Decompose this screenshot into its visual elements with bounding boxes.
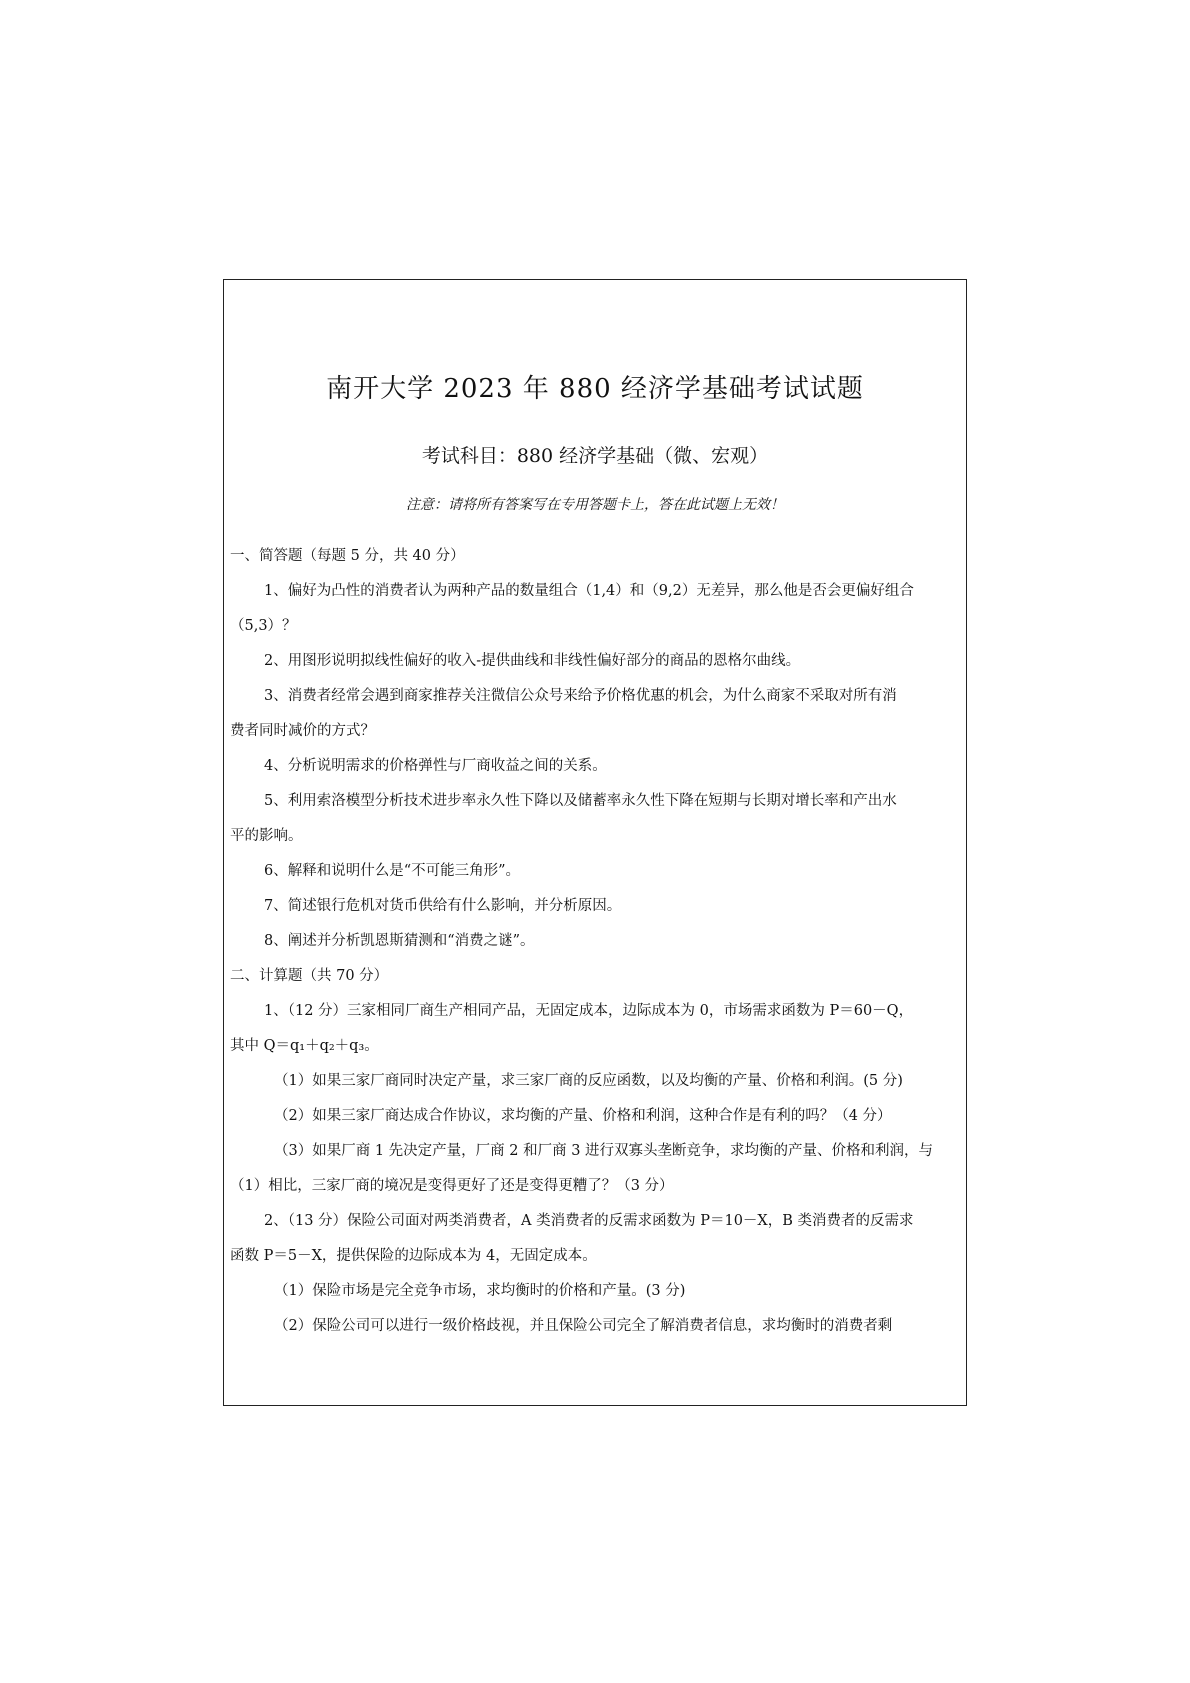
- question-continuation: 其中 Q＝q₁＋q₂＋q₃。: [230, 1038, 379, 1054]
- question-line: 7、简述银行危机对货币供给有什么影响，并分析原因。: [264, 898, 622, 914]
- question-line: 2、用图形说明拟线性偏好的收入-提供曲线和非线性偏好部分的商品的恩格尔曲线。: [264, 653, 801, 669]
- question-line: 5、利用索洛模型分析技术进步率永久性下降以及储蓄率永久性下降在短期与长期对增长率和产出水: [264, 793, 897, 809]
- exam-title: 南开大学 2023 年 880 经济学基础考试试题: [326, 374, 864, 404]
- exam-notice: 注意：请将所有答案写在专用答题卡上，答在此试题上无效！: [406, 497, 784, 513]
- exam-body: [230, 539, 960, 1344]
- section-heading: 二、计算题（共 70 分）: [230, 968, 389, 984]
- question-continuation: 函数 P＝5－X，提供保险的边际成本为 4，无固定成本。: [230, 1248, 597, 1264]
- question-line: 2、（13 分）保险公司面对两类消费者，A 类消费者的反需求函数为 P＝10－X，B 类消费者的反需求: [264, 1213, 914, 1229]
- exam-subject: 考试科目：880 经济学基础（微、宏观）: [421, 445, 769, 467]
- question-line: 1、（12 分）三家相同厂商生产相同产品，无固定成本，边际成本为 0，市场需求函数为 P＝60－Q，: [264, 1003, 914, 1019]
- question-line: （3）如果厂商 1 先决定产量，厂商 2 和厂商 3 进行双寡头垄断竞争，求均衡的产量、价格和利润，与: [274, 1143, 934, 1159]
- section-heading: 一、简答题（每题 5 分，共 40 分）: [230, 548, 465, 564]
- question-continuation: 费者同时减价的方式？: [230, 723, 375, 739]
- question-line: 8、阐述并分析凯恩斯猜测和“消费之谜”。: [264, 933, 535, 949]
- question-continuation: 平的影响。: [230, 828, 303, 844]
- question-continuation: （5,3）？: [230, 618, 297, 634]
- question-line: 4、分析说明需求的价格弹性与厂商收益之间的关系。: [264, 758, 607, 774]
- question-line: （1）保险市场是完全竞争市场，求均衡时的价格和产量。(3 分): [274, 1283, 686, 1299]
- exam-frame: [223, 279, 967, 1406]
- question-line: 6、解释和说明什么是“不可能三角形”。: [264, 863, 521, 879]
- question-line: 1、偏好为凸性的消费者认为两种产品的数量组合（1,4）和（9,2）无差异，那么他是否会更偏好组合: [264, 583, 914, 599]
- question-line: （1）如果三家厂商同时决定产量，求三家厂商的反应函数，以及均衡的产量、价格和利润。(5 分): [274, 1073, 903, 1089]
- question-line: 3、消费者经常会遇到商家推荐关注微信公众号来给予价格优惠的机会，为什么商家不采取对所有消: [264, 688, 897, 704]
- question-line: （2）如果三家厂商达成合作协议，求均衡的产量、价格和利润，这种合作是有利的吗？（4 分）: [274, 1108, 892, 1124]
- question-line: （2）保险公司可以进行一级价格歧视，并且保险公司完全了解消费者信息，求均衡时的消费者剩: [274, 1318, 893, 1334]
- question-continuation: （1）相比，三家厂商的境况是变得更好了还是变得更糟了？（3 分）: [230, 1178, 674, 1194]
